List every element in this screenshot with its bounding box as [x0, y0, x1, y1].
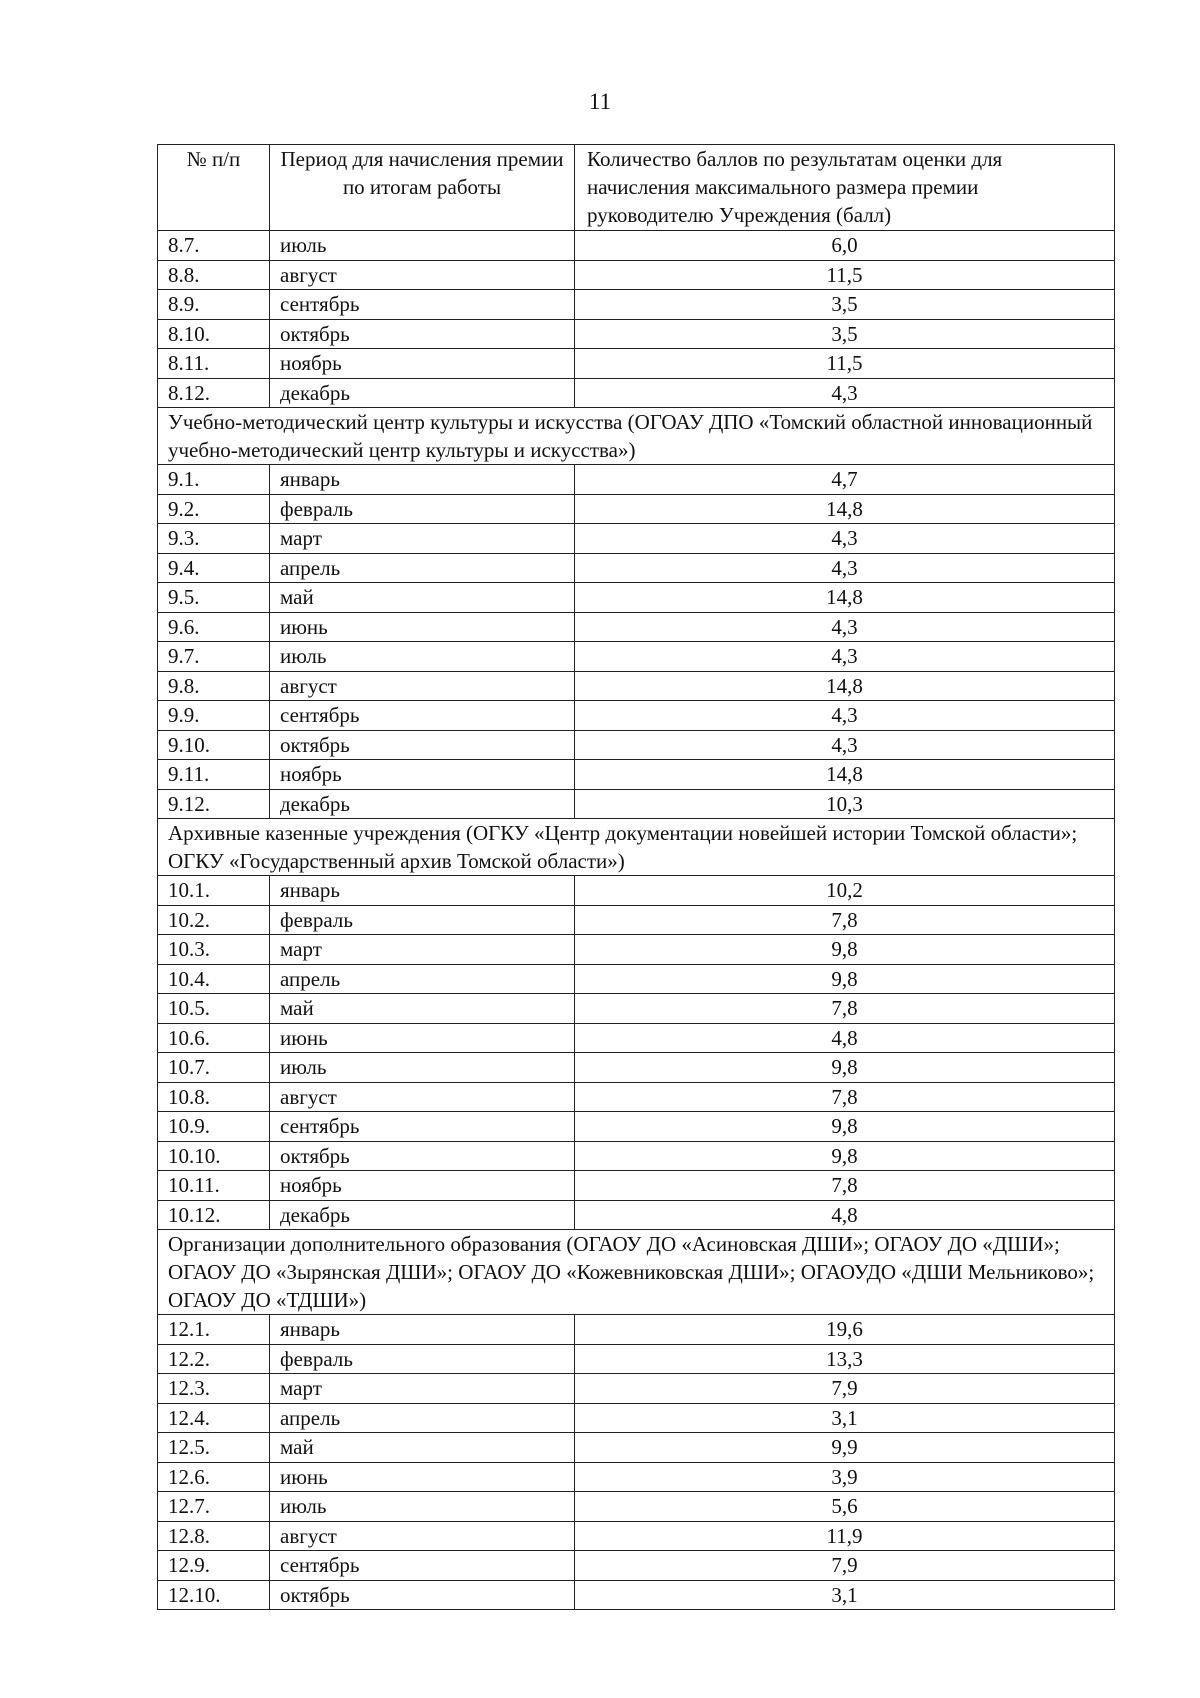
table-row — [158, 1344, 1115, 1374]
table-row — [158, 553, 1115, 583]
row-period: май — [270, 583, 575, 613]
table-row — [158, 1141, 1115, 1171]
row-period: февраль — [270, 905, 575, 935]
table-row — [158, 465, 1115, 495]
table-row — [158, 964, 1115, 994]
table-row — [158, 583, 1115, 613]
row-number: 9.8. — [158, 671, 270, 701]
row-points: 3,9 — [575, 1462, 1115, 1492]
row-period: апрель — [270, 553, 575, 583]
row-number: 10.9. — [158, 1112, 270, 1142]
row-number: 12.4. — [158, 1403, 270, 1433]
table-row — [158, 760, 1115, 790]
row-points: 7,8 — [575, 905, 1115, 935]
row-number: 12.5. — [158, 1433, 270, 1463]
row-number: 9.12. — [158, 789, 270, 819]
table-row — [158, 1403, 1115, 1433]
row-number: 9.1. — [158, 465, 270, 495]
row-number: 12.6. — [158, 1462, 270, 1492]
row-period: июль — [270, 642, 575, 672]
row-number: 12.2. — [158, 1344, 270, 1374]
row-points: 4,3 — [575, 524, 1115, 554]
row-number: 9.6. — [158, 612, 270, 642]
table-row — [158, 1200, 1115, 1230]
row-number: 9.2. — [158, 494, 270, 524]
table-row — [158, 994, 1115, 1024]
row-points: 13,3 — [575, 1344, 1115, 1374]
row-period: декабрь — [270, 789, 575, 819]
row-number: 8.12. — [158, 378, 270, 408]
row-points: 4,3 — [575, 701, 1115, 731]
row-number: 12.3. — [158, 1374, 270, 1404]
table-row — [158, 789, 1115, 819]
row-points: 4,3 — [575, 730, 1115, 760]
row-number: 10.8. — [158, 1082, 270, 1112]
table-row — [158, 1492, 1115, 1522]
row-period: август — [270, 1082, 575, 1112]
row-points: 4,3 — [575, 642, 1115, 672]
section-row — [158, 819, 1115, 876]
row-period: апрель — [270, 1403, 575, 1433]
header-points: Количество баллов по результатам оценки для начисления максимального размера премии руководителю Учреждения (балл) — [575, 145, 1115, 231]
row-period: май — [270, 994, 575, 1024]
row-period: июнь — [270, 1023, 575, 1053]
row-points: 4,7 — [575, 465, 1115, 495]
row-number: 8.11. — [158, 349, 270, 379]
row-number: 8.9. — [158, 290, 270, 320]
row-points: 9,8 — [575, 935, 1115, 965]
table-row — [158, 642, 1115, 672]
table-header-row — [158, 145, 1115, 231]
row-number: 12.7. — [158, 1492, 270, 1522]
table-row — [158, 1374, 1115, 1404]
table-row — [158, 701, 1115, 731]
row-points: 7,8 — [575, 1082, 1115, 1112]
row-period: январь — [270, 1315, 575, 1345]
row-number: 9.3. — [158, 524, 270, 554]
row-period: ноябрь — [270, 349, 575, 379]
row-points: 9,9 — [575, 1433, 1115, 1463]
section-title: Организации дополнительного образования (ОГАОУ ДО «Асиновская ДШИ»; ОГАОУ ДО «ДШИ»; ОГАОУ ДО «Зырянская ДШИ»; ОГАОУ ДО «Кожевниковская ДШИ»; ОГАОУДО «ДШИ Мельниково»; ОГАОУ ДО «ТДШИ») — [158, 1230, 1115, 1315]
row-period: декабрь — [270, 1200, 575, 1230]
row-number: 12.9. — [158, 1551, 270, 1581]
row-number: 12.8. — [158, 1521, 270, 1551]
row-number: 8.10. — [158, 319, 270, 349]
row-number: 10.4. — [158, 964, 270, 994]
row-points: 7,9 — [575, 1551, 1115, 1581]
row-points: 9,8 — [575, 1112, 1115, 1142]
row-points: 4,3 — [575, 553, 1115, 583]
row-number: 10.1. — [158, 876, 270, 906]
row-period: январь — [270, 465, 575, 495]
section-title: Архивные казенные учреждения (ОГКУ «Центр документации новейшей истории Томской области»; ОГКУ «Государственный архив Томской области») — [158, 819, 1115, 876]
row-points: 14,8 — [575, 583, 1115, 613]
header-period: Период для начисления премии по итогам работы — [270, 145, 575, 231]
table-row — [158, 1112, 1115, 1142]
page-number: 11 — [588, 89, 612, 114]
row-points: 4,3 — [575, 378, 1115, 408]
table-row — [158, 378, 1115, 408]
table-body — [158, 231, 1115, 1610]
header-number: № п/п — [158, 145, 270, 231]
table-row — [158, 1433, 1115, 1463]
table-row — [158, 290, 1115, 320]
row-period: октябрь — [270, 1141, 575, 1171]
row-period: ноябрь — [270, 1171, 575, 1201]
row-period: март — [270, 935, 575, 965]
row-points: 4,8 — [575, 1200, 1115, 1230]
row-number: 10.10. — [158, 1141, 270, 1171]
row-points: 3,5 — [575, 319, 1115, 349]
bonus-points-table — [157, 144, 1115, 1610]
row-period: март — [270, 524, 575, 554]
row-number: 9.7. — [158, 642, 270, 672]
table-row — [158, 612, 1115, 642]
table-row — [158, 671, 1115, 701]
row-period: октябрь — [270, 1580, 575, 1610]
row-number: 10.7. — [158, 1053, 270, 1083]
row-points: 11,9 — [575, 1521, 1115, 1551]
row-points: 7,8 — [575, 1171, 1115, 1201]
table-row — [158, 1023, 1115, 1053]
row-period: май — [270, 1433, 575, 1463]
row-points: 14,8 — [575, 494, 1115, 524]
table-row — [158, 494, 1115, 524]
table-row — [158, 1171, 1115, 1201]
row-points: 14,8 — [575, 760, 1115, 790]
row-period: апрель — [270, 964, 575, 994]
row-period: ноябрь — [270, 760, 575, 790]
row-period: август — [270, 1521, 575, 1551]
table-row — [158, 260, 1115, 290]
row-period: июнь — [270, 1462, 575, 1492]
table-row — [158, 905, 1115, 935]
row-number: 8.7. — [158, 231, 270, 261]
row-points: 14,8 — [575, 671, 1115, 701]
row-points: 5,6 — [575, 1492, 1115, 1522]
table-row — [158, 1580, 1115, 1610]
row-number: 10.3. — [158, 935, 270, 965]
row-period: сентябрь — [270, 1112, 575, 1142]
row-points: 6,0 — [575, 231, 1115, 261]
row-points: 3,1 — [575, 1580, 1115, 1610]
row-number: 9.11. — [158, 760, 270, 790]
row-points: 9,8 — [575, 1141, 1115, 1171]
row-period: март — [270, 1374, 575, 1404]
row-points: 9,8 — [575, 1053, 1115, 1083]
table-row — [158, 876, 1115, 906]
row-period: июль — [270, 1053, 575, 1083]
row-number: 10.2. — [158, 905, 270, 935]
table-row — [158, 524, 1115, 554]
row-number: 12.10. — [158, 1580, 270, 1610]
row-points: 11,5 — [575, 260, 1115, 290]
row-number: 9.10. — [158, 730, 270, 760]
row-period: июнь — [270, 612, 575, 642]
table-row — [158, 1315, 1115, 1345]
row-number: 10.6. — [158, 1023, 270, 1053]
section-row — [158, 1230, 1115, 1315]
table-row — [158, 349, 1115, 379]
row-points: 10,3 — [575, 789, 1115, 819]
row-points: 4,8 — [575, 1023, 1115, 1053]
row-number: 9.9. — [158, 701, 270, 731]
table-row — [158, 319, 1115, 349]
row-number: 9.4. — [158, 553, 270, 583]
row-period: сентябрь — [270, 1551, 575, 1581]
row-period: февраль — [270, 494, 575, 524]
row-period: август — [270, 260, 575, 290]
row-number: 10.5. — [158, 994, 270, 1024]
row-period: сентябрь — [270, 701, 575, 731]
section-row — [158, 408, 1115, 465]
row-period: июль — [270, 231, 575, 261]
row-period: февраль — [270, 1344, 575, 1374]
table-row — [158, 935, 1115, 965]
row-points: 7,8 — [575, 994, 1115, 1024]
row-period: август — [270, 671, 575, 701]
row-period: декабрь — [270, 378, 575, 408]
table-row — [158, 1521, 1115, 1551]
row-points: 11,5 — [575, 349, 1115, 379]
row-period: октябрь — [270, 319, 575, 349]
row-points: 7,9 — [575, 1374, 1115, 1404]
row-number: 8.8. — [158, 260, 270, 290]
row-period: июль — [270, 1492, 575, 1522]
row-period: январь — [270, 876, 575, 906]
row-points: 9,8 — [575, 964, 1115, 994]
table-row — [158, 730, 1115, 760]
row-points: 4,3 — [575, 612, 1115, 642]
row-points: 19,6 — [575, 1315, 1115, 1345]
table-row — [158, 1462, 1115, 1492]
row-number: 10.11. — [158, 1171, 270, 1201]
table-row — [158, 231, 1115, 261]
section-title: Учебно-методический центр культуры и искусства (ОГОАУ ДПО «Томский областной инновационный учебно-методический центр культуры и искусства») — [158, 408, 1115, 465]
row-period: сентябрь — [270, 290, 575, 320]
row-number: 10.12. — [158, 1200, 270, 1230]
row-number: 12.1. — [158, 1315, 270, 1345]
row-number: 9.5. — [158, 583, 270, 613]
table-row — [158, 1082, 1115, 1112]
row-points: 3,1 — [575, 1403, 1115, 1433]
row-points: 10,2 — [575, 876, 1115, 906]
table-row — [158, 1551, 1115, 1581]
row-points: 3,5 — [575, 290, 1115, 320]
row-period: октябрь — [270, 730, 575, 760]
table-row — [158, 1053, 1115, 1083]
